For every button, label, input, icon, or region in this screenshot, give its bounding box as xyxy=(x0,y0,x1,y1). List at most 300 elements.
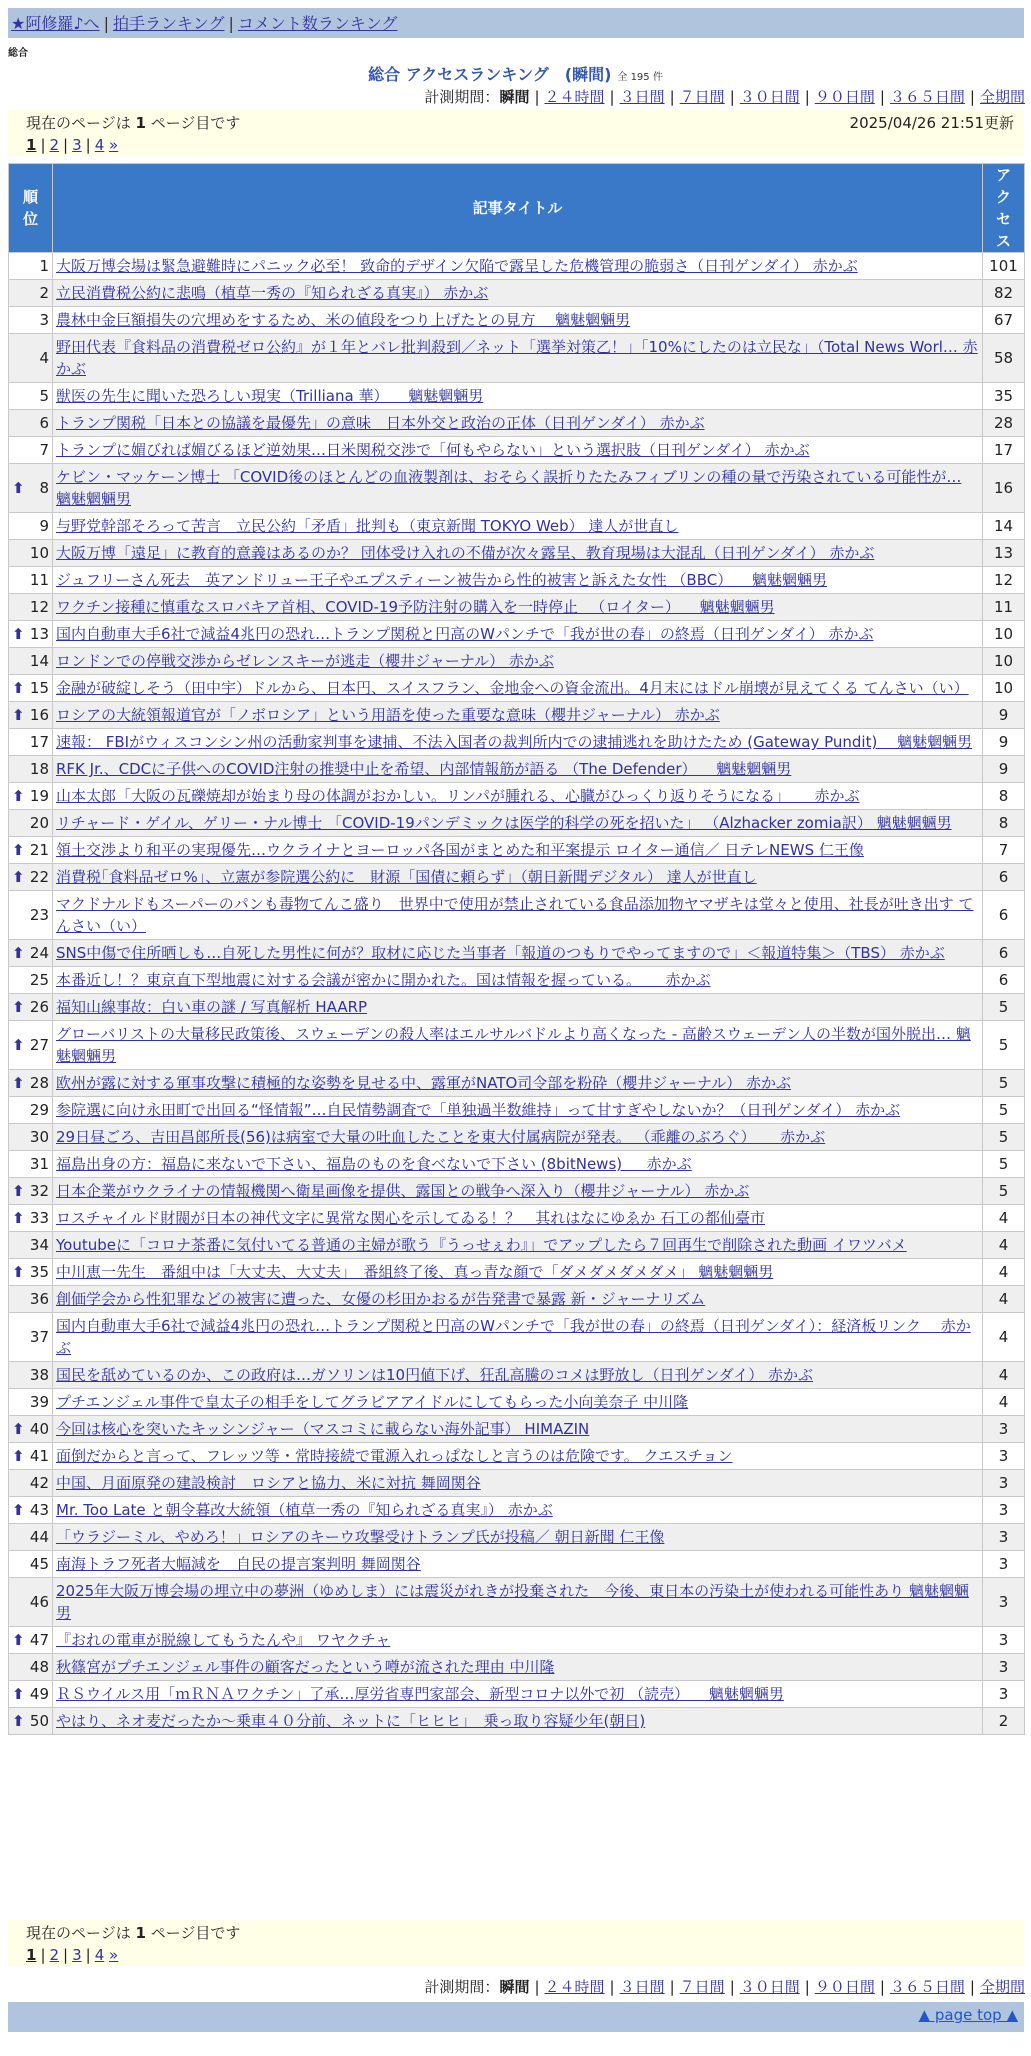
rank-cell xyxy=(9,940,53,967)
rank-cell xyxy=(9,1286,53,1313)
title-cell xyxy=(53,837,983,864)
rank-number: 50 xyxy=(29,1712,49,1730)
nav-separator: | xyxy=(228,14,234,33)
period-link[interactable]: ３６５日間 xyxy=(889,88,965,106)
table-row xyxy=(9,1497,1025,1524)
rank-cell xyxy=(9,783,53,810)
page-info-bottom xyxy=(8,1920,1024,1966)
rank-cell xyxy=(9,1178,53,1205)
title-cell xyxy=(53,1259,983,1286)
rank-number: 48 xyxy=(29,1658,49,1676)
pager-link[interactable]: 3 xyxy=(72,1946,82,1964)
article-link[interactable]: 山本太郎「大阪の瓦礫焼却が始まり母の体調がおかしい。リンパが腫れる、心臓がひっくり返りそうになる」 赤かぶ xyxy=(56,787,860,805)
article-link[interactable]: 金融が破綻しそう（田中宇）ドルから、日本円、スイスフラン、金地金への資金流出。4月末にはドル崩壊が見えてくる てんさい（い） xyxy=(56,679,969,697)
table-row xyxy=(9,1021,1025,1070)
rank-up-icon: ⬆ xyxy=(12,679,25,697)
rank-up-icon: ⬆ xyxy=(12,1074,25,1092)
rank-cell xyxy=(9,1443,53,1470)
rank-cell xyxy=(9,1070,53,1097)
rank-cell xyxy=(9,967,53,994)
rank-cell xyxy=(9,1389,53,1416)
table-row xyxy=(9,940,1025,967)
article-link[interactable]: 獣医の先生に聞いた恐ろしい現実（Trilliana 華） 魑魅魍魎男 xyxy=(56,387,484,405)
rank-number: 15 xyxy=(29,679,49,697)
pager-separator: | xyxy=(85,136,91,154)
access-count: 3 xyxy=(983,1443,1025,1470)
page-top-link[interactable]: ▲ page top ▲ xyxy=(918,2006,1018,2024)
rank-cell xyxy=(9,1524,53,1551)
rank-up-icon: ⬆ xyxy=(12,625,25,643)
access-count: 58 xyxy=(983,334,1025,383)
rank-number: 34 xyxy=(29,1236,49,1254)
article-link[interactable]: グローバリストの大量移民政策後、スウェーデンの殺人率はエルサルバドルより高くなった - 高齢スウェーデン人の半数が国外脱出… 魑魅魍魎男 xyxy=(56,1025,971,1065)
pager-link[interactable]: 2 xyxy=(49,136,60,154)
access-count: 9 xyxy=(983,729,1025,756)
pager-link[interactable]: 4 xyxy=(94,1946,105,1964)
article-link[interactable]: やはり、ネオ麦だったか～乗車４０分前、ネットに「ヒヒヒ」 乗っ取り容疑少年(朝日) xyxy=(56,1712,646,1730)
nav-separator: | xyxy=(103,14,109,33)
period-separator: | xyxy=(729,1978,735,1996)
access-count: 4 xyxy=(983,1259,1025,1286)
article-link[interactable]: 今回は核心を突いたキッシンジャー（マスコミに載らない海外記事） HIMAZIN xyxy=(56,1420,590,1438)
table-row xyxy=(9,1151,1025,1178)
access-count: 14 xyxy=(983,513,1025,540)
rank-cell xyxy=(9,756,53,783)
table-row xyxy=(9,1578,1025,1627)
rank-cell xyxy=(9,1124,53,1151)
period-link[interactable]: ７日間 xyxy=(679,1978,725,1996)
period-separator: | xyxy=(669,88,675,106)
article-link[interactable]: 大阪万博「遠足」に教育的意義はあるのか？ 団体受け入れの不備が次々露呈、教育現場は大混乱（日刊ゲンダイ） 赤かぶ xyxy=(56,544,875,562)
article-link[interactable]: 国内自動車大手6社で減益4兆円の恐れ…トランプ関税と円高のWパンチで「我が世の春」の終焉（日刊ゲンダイ） 赤かぶ xyxy=(56,625,874,643)
access-count: 6 xyxy=(983,891,1025,940)
period-separator: | xyxy=(804,1978,810,1996)
article-link[interactable]: ワクチン接種に慎重なスロバキア首相、COVID-19予防注射の購入を一時停止 （ロイター） 魑魅魍魎男 xyxy=(56,598,775,616)
period-link[interactable]: ７日間 xyxy=(679,88,725,106)
rank-number: 4 xyxy=(39,349,49,367)
period-separator: | xyxy=(969,1978,975,1996)
title-cell xyxy=(53,648,983,675)
article-link[interactable]: 福島出身の方：福島に来ないで下さい、福島のものを食べないで下さい (8bitNews) 赤かぶ xyxy=(56,1155,692,1173)
access-count: 4 xyxy=(983,1205,1025,1232)
period-link[interactable]: ３６５日間 xyxy=(889,1978,965,1996)
article-link[interactable]: 与野党幹部そろって苦言 立民公約「矛盾」批判も（東京新聞 TOKYO Web） 達人が世直し xyxy=(56,517,679,535)
table-row xyxy=(9,334,1025,383)
access-count: 3 xyxy=(983,1524,1025,1551)
rank-cell xyxy=(9,594,53,621)
article-link[interactable]: 中国、月面原発の建設検討 ロシアと協力、米に対抗 舞岡関谷 xyxy=(56,1474,481,1492)
article-link[interactable]: 農林中金巨額損失の穴埋めをするため、米の値段をつり上げたとの見方 魑魅魍魎男 xyxy=(56,311,631,329)
pagination-top xyxy=(26,134,1014,156)
title-cell xyxy=(53,783,983,810)
table-row xyxy=(9,1551,1025,1578)
rank-number: 41 xyxy=(29,1447,49,1465)
article-link[interactable]: 南海トラフ死者大幅減を 自民の提言案判明 舞岡関谷 xyxy=(56,1555,421,1573)
rank-number: 39 xyxy=(29,1393,49,1411)
period-link[interactable]: ９０日間 xyxy=(814,88,875,106)
rank-cell xyxy=(9,702,53,729)
table-row xyxy=(9,675,1025,702)
article-link[interactable]: 消費税｢食料品ゼロ%｣、立憲が参院選公約に 財源「国債に頼らず」（朝日新聞デジタル） 達人が世直し xyxy=(56,868,757,886)
period-link[interactable]: ９０日間 xyxy=(814,1978,875,1996)
period-link[interactable]: ３０日間 xyxy=(739,1978,800,1996)
article-link[interactable]: 面倒だからと言って、フレッツ等・常時接続で電源入れっぱなしと言うのは危険です。 クエスチョン xyxy=(56,1447,733,1465)
rank-number: 5 xyxy=(39,387,49,405)
article-link[interactable]: トランプ関税「日本との協議を最優先」の意味 日本外交と政治の正体（日刊ゲンダイ） 赤かぶ xyxy=(56,414,705,432)
title-cell xyxy=(53,307,983,334)
article-link[interactable]: Youtubeに「コロナ茶番に気付いてる普通の主婦が歌う『うっせぇわ』」でアップしたら７回再生で削除された動画 イワツバメ xyxy=(56,1236,907,1254)
period-separator: | xyxy=(609,1978,615,1996)
table-row xyxy=(9,594,1025,621)
article-link[interactable]: 野田代表『食料品の消費税ゼロ公約』が１年とバレ批判殺到／ネット「選挙対策乙！」「10%にしたのは立民な」（Total News Worl… 赤かぶ xyxy=(56,338,978,378)
access-count: 5 xyxy=(983,1178,1025,1205)
rank-cell xyxy=(9,1578,53,1627)
title-cell xyxy=(53,1551,983,1578)
rank-cell xyxy=(9,1151,53,1178)
period-link[interactable]: ３日間 xyxy=(619,88,665,106)
rank-number: 6 xyxy=(39,414,49,432)
article-link[interactable]: Mr. Too Late と朝令暮改大統領（植草一秀の『知られざる真実』） 赤かぶ xyxy=(56,1501,553,1519)
rank-cell xyxy=(9,1551,53,1578)
title-cell xyxy=(53,621,983,648)
article-link[interactable]: 立民消費税公約に悲鳴（植草一秀の『知られざる真実』） 赤かぶ xyxy=(56,284,489,302)
rank-up-icon: ⬆ xyxy=(12,1420,25,1438)
access-count: 101 xyxy=(983,253,1025,280)
article-link[interactable]: 大阪万博会場は緊急避難時にパニック必至！ 致命的デザイン欠陥で露呈した危機管理の脆弱さ（日刊ゲンダイ） 赤かぶ xyxy=(56,257,858,275)
rank-number: 37 xyxy=(29,1328,49,1346)
rank-number: 11 xyxy=(29,571,49,589)
rank-number: 1 xyxy=(39,257,49,275)
item-count: 全 195 件 xyxy=(617,72,663,83)
title-cell xyxy=(53,1286,983,1313)
rank-cell xyxy=(9,994,53,1021)
pager-separator: | xyxy=(40,136,46,154)
period-separator: | xyxy=(879,88,885,106)
pager-current: 1 xyxy=(26,136,37,154)
title-cell xyxy=(53,464,983,513)
rank-cell xyxy=(9,729,53,756)
table-row xyxy=(9,1070,1025,1097)
table-row xyxy=(9,253,1025,280)
pager-separator: | xyxy=(40,1946,46,1964)
title-cell xyxy=(53,1232,983,1259)
access-count: 5 xyxy=(983,1124,1025,1151)
access-count: 3 xyxy=(983,1681,1025,1708)
article-link[interactable]: ＲＳウイルス用「ｍＲＮＡワクチン」了承…厚労省専門家部会、新型コロナ以外で初 （読売） 魑魅魍魎男 xyxy=(56,1685,784,1703)
access-count: 4 xyxy=(983,1389,1025,1416)
table-row xyxy=(9,437,1025,464)
access-count: 4 xyxy=(983,1313,1025,1362)
rank-up-icon: ⬆ xyxy=(12,787,25,805)
period-separator: | xyxy=(879,1978,885,1996)
rank-number: 44 xyxy=(29,1528,49,1546)
rank-cell xyxy=(9,1259,53,1286)
title-cell xyxy=(53,334,983,383)
access-count: 3 xyxy=(983,1416,1025,1443)
rank-cell xyxy=(9,437,53,464)
title-cell xyxy=(53,594,983,621)
table-row xyxy=(9,756,1025,783)
period-current: 瞬間 xyxy=(499,1978,530,1996)
rank-cell xyxy=(9,648,53,675)
title-cell xyxy=(53,1021,983,1070)
article-link[interactable]: 日本企業がウクライナの情報機関へ衛星画像を提供、露国との戦争へ深入り（櫻井ジャーナル） 赤かぶ xyxy=(56,1182,750,1200)
rank-cell xyxy=(9,621,53,648)
table-row xyxy=(9,994,1025,1021)
table-row xyxy=(9,1097,1025,1124)
table-row xyxy=(9,1443,1025,1470)
pager-next[interactable]: » xyxy=(109,1946,119,1964)
title-cell xyxy=(53,1524,983,1551)
rank-cell xyxy=(9,307,53,334)
rank-number: 46 xyxy=(29,1593,49,1611)
article-link[interactable]: プチエンジェル事件で皇太子の相手をしてグラビアアイドルにしてもらった小向美奈子 中川隆 xyxy=(56,1393,689,1411)
period-link[interactable]: ２４時間 xyxy=(544,1978,605,1996)
period-separator: | xyxy=(609,88,615,106)
rank-number: 35 xyxy=(29,1263,49,1281)
title-cell xyxy=(53,994,983,1021)
ranking-heading xyxy=(0,62,1031,85)
rank-number: 19 xyxy=(29,787,49,805)
rank-cell xyxy=(9,1681,53,1708)
title-cell xyxy=(53,1151,983,1178)
access-count: 13 xyxy=(983,540,1025,567)
access-count: 16 xyxy=(983,464,1025,513)
title-cell xyxy=(53,891,983,940)
updated-timestamp: 2025/04/26 21:51更新 xyxy=(849,114,1014,132)
rank-up-icon: ⬆ xyxy=(12,1036,25,1054)
rank-number: 30 xyxy=(29,1128,49,1146)
period-separator: | xyxy=(669,1978,675,1996)
article-link[interactable]: SNS中傷で住所晒しも…自死した男性に何が？取材に応じた当事者「報道のつもりでやってますので」＜報道特集＞（TBS） 赤かぶ xyxy=(56,944,945,962)
access-count: 82 xyxy=(983,280,1025,307)
access-count: 4 xyxy=(983,1286,1025,1313)
table-row xyxy=(9,567,1025,594)
access-count: 5 xyxy=(983,1021,1025,1070)
title-header: 記事タイトル xyxy=(53,164,983,253)
title-cell xyxy=(53,1362,983,1389)
title-cell xyxy=(53,1070,983,1097)
page-info-top xyxy=(8,110,1024,156)
rank-up-icon: ⬆ xyxy=(12,706,25,724)
table-row xyxy=(9,1232,1025,1259)
table-row xyxy=(9,1205,1025,1232)
access-count: 3 xyxy=(983,1470,1025,1497)
rank-number: 18 xyxy=(29,760,49,778)
access-count: 10 xyxy=(983,648,1025,675)
pager-link[interactable]: 3 xyxy=(72,136,82,154)
rank-up-icon: ⬆ xyxy=(12,841,25,859)
rank-number: 25 xyxy=(29,971,49,989)
article-link[interactable]: 秋篠宮がプチエンジェル事件の顧客だったという噂が流された理由 中川隆 xyxy=(56,1658,555,1676)
title-cell xyxy=(53,1416,983,1443)
article-link[interactable]: 福知山線事故：白い車の謎 / 写真解析 HAARP xyxy=(56,998,368,1016)
rank-cell xyxy=(9,1232,53,1259)
rank-number: 27 xyxy=(29,1036,49,1054)
table-row xyxy=(9,1362,1025,1389)
title-cell xyxy=(53,513,983,540)
table-row xyxy=(9,513,1025,540)
current-page-text: 現在のページは 1 ページ目です xyxy=(26,114,241,132)
rank-number: 31 xyxy=(29,1155,49,1173)
section-label: 総合 xyxy=(8,48,28,59)
rank-number: 40 xyxy=(29,1420,49,1438)
title-cell xyxy=(53,864,983,891)
rank-cell xyxy=(9,1416,53,1443)
access-count: 5 xyxy=(983,1070,1025,1097)
access-count: 12 xyxy=(983,567,1025,594)
table-row xyxy=(9,1286,1025,1313)
article-link[interactable]: マクドナルドもスーパーのパンも毒物てんこ盛り 世界中で使用が禁止されている食品添加物ヤマザキは堂々と使用、社長が吐き出す てんさい（い） xyxy=(56,895,974,935)
access-count: 4 xyxy=(983,1232,1025,1259)
article-link[interactable]: 『おれの電車が脱線してもうたんや』 ワヤクチャ xyxy=(56,1631,391,1649)
access-count: 67 xyxy=(983,307,1025,334)
rank-up-icon: ⬆ xyxy=(12,1685,25,1703)
table-row xyxy=(9,837,1025,864)
rank-up-icon: ⬆ xyxy=(12,1263,25,1281)
rank-up-icon: ⬆ xyxy=(12,1501,25,1519)
article-link[interactable]: トランプに媚びれば媚びるほど逆効果…日米関税交渉で「何もやらない」という選択肢（日刊ゲンダイ） 赤かぶ xyxy=(56,441,810,459)
table-row xyxy=(9,464,1025,513)
article-link[interactable]: 中川恵一先生 番組中は「大丈夫、大丈夫」 番組終了後、真っ青な顔で「ダメダメダメダメ」 魑魅魍魎男 xyxy=(56,1263,774,1281)
rank-cell xyxy=(9,1708,53,1735)
article-link[interactable]: 速報： FBIがウィスコンシン州の活動家判事を逮捕、不法入国者の裁判所内での逮捕逃れを助けたため (Gateway Pundit) 魑魅魍魎男 xyxy=(56,733,973,751)
table-row xyxy=(9,1389,1025,1416)
table-row xyxy=(9,1416,1025,1443)
access-count: 35 xyxy=(983,383,1025,410)
article-link[interactable]: RFK Jr.、CDCに子供へのCOVID注射の推奨中止を希望、内部情報筋が語る （The Defender） 魑魅魍魎男 xyxy=(56,760,792,778)
title-cell xyxy=(53,1627,983,1654)
rank-number: 13 xyxy=(29,625,49,643)
title-cell xyxy=(53,1497,983,1524)
rank-number: 24 xyxy=(29,944,49,962)
rank-up-icon: ⬆ xyxy=(12,944,25,962)
rank-cell xyxy=(9,1205,53,1232)
rank-number: 12 xyxy=(29,598,49,616)
rank-cell xyxy=(9,1313,53,1362)
period-link[interactable]: ３日間 xyxy=(619,1978,665,1996)
period-selector-top xyxy=(424,86,1025,107)
rank-up-icon: ⬆ xyxy=(12,998,25,1016)
title-cell xyxy=(53,1708,983,1735)
rank-number: 14 xyxy=(29,652,49,670)
title-cell xyxy=(53,1654,983,1681)
table-row xyxy=(9,1708,1025,1735)
rank-number: 20 xyxy=(29,814,49,832)
title-cell xyxy=(53,253,983,280)
article-link[interactable]: ジュフリーさん死去 英アンドリュー王子やエプスティーン被告から性的被害と訴えた女性 （BBC） 魑魅魍魎男 xyxy=(56,571,827,589)
rank-cell xyxy=(9,864,53,891)
access-count: 5 xyxy=(983,1151,1025,1178)
rank-cell xyxy=(9,410,53,437)
rank-number: 49 xyxy=(29,1685,49,1703)
article-link[interactable]: 「ウラジーミル、やめろ！」ロシアのキーウ攻撃受けトランプ氏が投稿／ 朝日新聞 仁王像 xyxy=(56,1528,665,1546)
access-count: 28 xyxy=(983,410,1025,437)
rank-up-icon: ⬆ xyxy=(12,868,25,886)
article-link[interactable]: リチャード・ゲイル、ゲリー・ナル博士 「COVID-19パンデミックは医学的科学の死を招いた」 （Alzhacker zomia訳） 魑魅魍魎男 xyxy=(56,814,952,832)
rank-up-icon: ⬆ xyxy=(12,1209,25,1227)
applause-ranking-link[interactable]: 拍手ランキング xyxy=(112,14,225,33)
period-link[interactable]: ３０日間 xyxy=(739,88,800,106)
table-row xyxy=(9,383,1025,410)
title-cell xyxy=(53,1389,983,1416)
rank-up-icon: ⬆ xyxy=(12,479,25,497)
rank-number: 29 xyxy=(29,1101,49,1119)
access-count: 4 xyxy=(983,1362,1025,1389)
article-link[interactable]: 参院選に向け永田町で出回る“怪情報”…自民情勢調査で「単独過半数維持」って甘すぎやしないか？（日刊ゲンダイ） 赤かぶ xyxy=(56,1101,901,1119)
article-link[interactable]: 欧州が露に対する軍事攻撃に積極的な姿勢を見せる中、露軍がNATO司令部を粉砕（櫻井ジャーナル） 赤かぶ xyxy=(56,1074,792,1092)
access-count: 17 xyxy=(983,437,1025,464)
rank-cell xyxy=(9,1470,53,1497)
article-link[interactable]: 2025年大阪万博会場の埋立中の夢洲（ゆめしま）には震災がれきが投棄された 今後、東日本の汚染土が使われる可能性あり 魑魅魍魎男 xyxy=(56,1582,969,1622)
period-link[interactable]: 全期間 xyxy=(979,1978,1025,1996)
period-separator: | xyxy=(534,1978,540,1996)
article-link[interactable]: 29日昼ごろ、吉田昌郎所長(56)は病室で大量の吐血したことを東大付属病院が発表。 （乖離のぶろぐ） 赤かぶ xyxy=(56,1128,826,1146)
rank-cell xyxy=(9,540,53,567)
article-link[interactable]: ロシアの大統領報道官が「ノボロシア」という用語を使った重要な意味（櫻井ジャーナル） 赤かぶ xyxy=(56,706,720,724)
article-link[interactable]: ケビン・マッケーン博士 「COVID後のほとんどの血液製剤は、おそらく誤折りたたみフィブリンの種の量で汚染されている可能性が… 魑魅魍魎男 xyxy=(56,468,962,508)
pager-link[interactable]: 4 xyxy=(94,136,105,154)
page-title: 総合 アクセスランキング (瞬間) xyxy=(368,65,612,84)
title-cell xyxy=(53,967,983,994)
table-row xyxy=(9,810,1025,837)
table-row xyxy=(9,729,1025,756)
article-link[interactable]: ロスチャイルド財閥が日本の神代文字に異常な関心を示してゐる！？ 其れはなにゆゑか 石工の都仙臺市 xyxy=(56,1209,766,1227)
table-row xyxy=(9,410,1025,437)
bottom-bar xyxy=(8,2002,1024,2032)
access-count: 2 xyxy=(983,1708,1025,1735)
pager-link[interactable]: 2 xyxy=(49,1946,60,1964)
article-link[interactable]: 本番近し！？東京直下型地震に対する会議が密かに開かれた。国は情報を握っている。 赤かぶ xyxy=(56,971,711,989)
period-link[interactable]: ２４時間 xyxy=(544,88,605,106)
access-count: 3 xyxy=(983,1627,1025,1654)
title-cell xyxy=(53,729,983,756)
rank-up-icon: ⬆ xyxy=(12,1631,25,1649)
article-link[interactable]: ロンドンでの停戦交渉からゼレンスキーが逃走（櫻井ジャーナル） 赤かぶ xyxy=(56,652,554,670)
rank-number: 23 xyxy=(29,906,49,924)
table-row xyxy=(9,1178,1025,1205)
title-cell xyxy=(53,1205,983,1232)
title-cell xyxy=(53,1313,983,1362)
access-count: 6 xyxy=(983,864,1025,891)
ranking-table xyxy=(8,163,1025,1735)
table-row xyxy=(9,1681,1025,1708)
period-link[interactable]: 全期間 xyxy=(979,88,1025,106)
article-link[interactable]: 国民を舐めているのか、この政府は…ガソリンは10円値下げ、狂乱高騰のコメは野放し（日刊ゲンダイ） 赤かぶ xyxy=(56,1366,814,1384)
table-row xyxy=(9,280,1025,307)
rank-cell xyxy=(9,280,53,307)
table-row xyxy=(9,1259,1025,1286)
table-row xyxy=(9,967,1025,994)
rank-number: 45 xyxy=(29,1555,49,1573)
access-count: 7 xyxy=(983,837,1025,864)
rank-header: 順位 xyxy=(9,164,53,253)
title-cell xyxy=(53,810,983,837)
home-link[interactable]: ★阿修羅♪へ xyxy=(11,14,100,33)
title-cell xyxy=(53,383,983,410)
comment-ranking-link[interactable]: コメント数ランキング xyxy=(237,14,398,33)
article-link[interactable]: 創価学会から性犯罪などの被害に遭った、女優の杉田かおるが告発書で暴露 新・ジャーナリズム xyxy=(56,1290,706,1308)
article-link[interactable]: 領土交渉より和平の実現優先…ウクライナとヨーロッパ各国がまとめた和平案提示 ロイター通信／ 日テレNEWS 仁王像 xyxy=(56,841,864,859)
pager-separator: | xyxy=(63,136,69,154)
period-separator: | xyxy=(969,88,975,106)
pager-next[interactable]: » xyxy=(109,136,119,154)
rank-number: 38 xyxy=(29,1366,49,1384)
access-count: 3 xyxy=(983,1578,1025,1627)
article-link[interactable]: 国内自動車大手6社で減益4兆円の恐れ…トランプ関税と円高のWパンチで「我が世の春」の終焉（日刊ゲンダイ）：経済板リンク 赤かぶ xyxy=(56,1317,971,1357)
rank-cell xyxy=(9,464,53,513)
rank-number: 47 xyxy=(29,1631,49,1649)
